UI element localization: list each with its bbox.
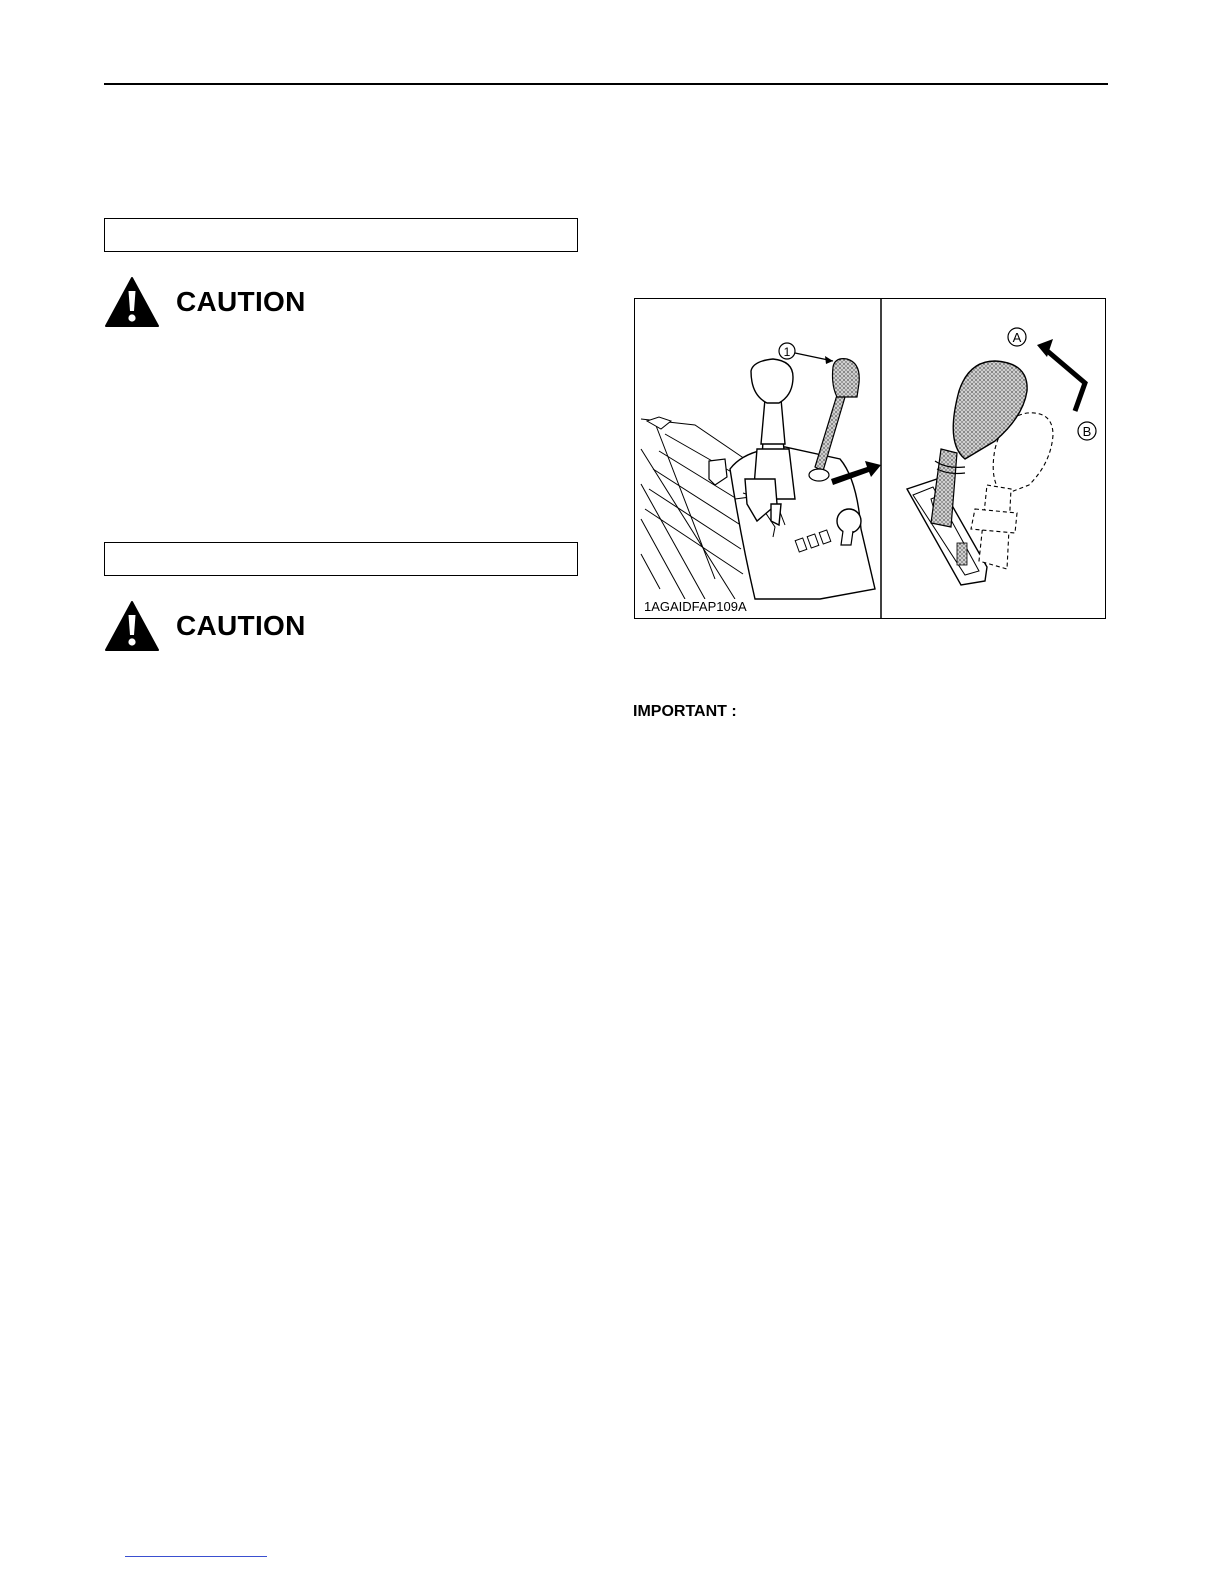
callout-a-label: A <box>1012 330 1022 345</box>
header-rule <box>104 83 1108 85</box>
section-heading-box <box>104 542 578 576</box>
callout-1-label: 1 <box>783 345 791 359</box>
caution-block <box>104 596 306 656</box>
callout-b-label: B <box>1082 424 1092 439</box>
important-label: IMPORTANT : <box>633 703 737 720</box>
warning-triangle-icon <box>104 276 160 328</box>
figure-code: 1AGAIDFAP109A <box>644 599 747 614</box>
footer-link-underline[interactable] <box>125 1556 267 1557</box>
warning-triangle-icon <box>104 600 160 652</box>
caution-block <box>104 272 306 332</box>
small-lever-grip <box>833 359 860 397</box>
lever-illustration <box>634 298 1106 619</box>
section-heading-box <box>104 218 578 252</box>
caution-label: CAUTION <box>176 286 306 317</box>
lever-drawing <box>635 299 1105 618</box>
caution-label: CAUTION <box>176 610 306 641</box>
